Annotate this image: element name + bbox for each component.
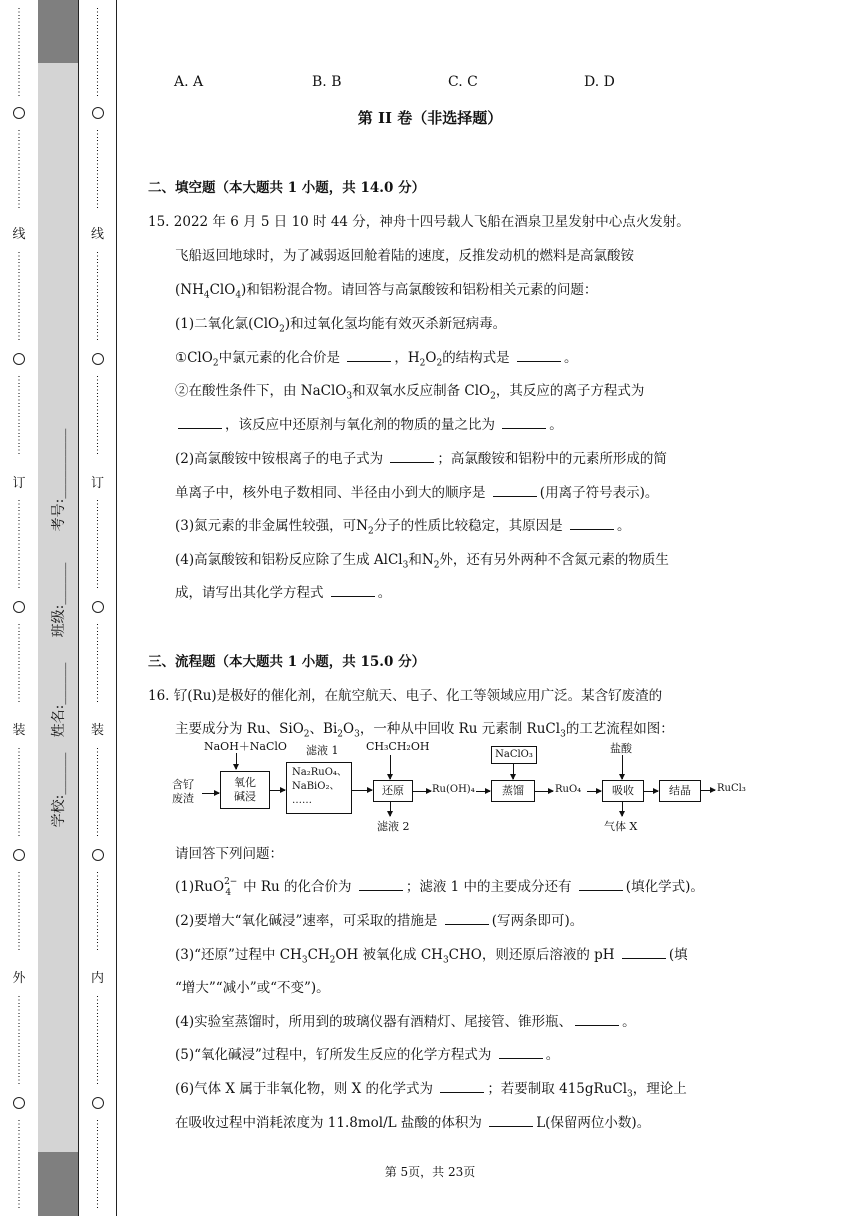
dotted-line: ⋮ ⋮ ⋮ ⋮ ⋮ ⋮ ⋮ ⋮ ⋮	[92, 1119, 103, 1210]
dotted-line: ⋮ ⋮ ⋮ ⋮ ⋮ ⋮ ⋮ ⋮	[14, 375, 24, 456]
answer-blank[interactable]	[445, 912, 489, 925]
outer-binding-strip	[0, 0, 39, 1216]
q15-part1-2: ②在酸性条件下，由 NaClO$_3$和双氧水反应制备 ClO$_2$，其反应的离子方程式为	[175, 383, 645, 402]
answer-blank[interactable]	[502, 416, 546, 429]
arrow	[352, 790, 372, 791]
outer-mark-ding: 订	[12, 476, 26, 491]
answer-blank[interactable]	[575, 1013, 619, 1026]
field-name: 姓名:______	[51, 662, 67, 738]
arrow	[701, 790, 715, 791]
binding-circle	[92, 353, 104, 365]
inner-mark-zhuang: 装	[90, 723, 105, 738]
band-dark-bottom	[38, 1152, 78, 1216]
option-d: D. D	[584, 74, 615, 90]
section-2-title: 二、填空题（本大题共 1 小题，共 14.0 分）	[148, 180, 426, 196]
answer-blank[interactable]	[331, 584, 375, 597]
reagent-ethanol: CH₃CH₂OH	[366, 740, 430, 753]
dotted-line: ⋮ ⋮ ⋮ ⋮ ⋮ ⋮ ⋮ ⋮ ⋮	[14, 499, 24, 590]
gas-x-label: 气体 X	[604, 820, 638, 833]
dotted-line: ⋮ ⋮ ⋮ ⋮ ⋮ ⋮ ⋮ ⋮	[14, 129, 24, 210]
q16-ask: 请回答下列问题：	[175, 846, 283, 862]
binding-circle	[13, 601, 25, 613]
field-class: 班级:______	[51, 562, 67, 638]
inner-mark-nei: 内	[90, 971, 105, 986]
answer-blank[interactable]	[347, 349, 391, 362]
inner-binding-strip	[79, 0, 117, 1216]
q16-part2: (2)要增大“氧化碱浸”速率，可采取的措施是 (写两条即可)。	[175, 913, 584, 929]
q16-part1: (1)RuO$_{2-4}$ 中 Ru 的化合价为 ；滤液 1 中的主要成分还有 (填化学式)。	[175, 876, 704, 898]
q15-part3: (3)氮元素的非金属性较强，可$N_2$分子的性质比较稳定，其原因是 。	[175, 518, 631, 537]
dotted-line: ⋮ ⋮ ⋮ ⋮ ⋮ ⋮ ⋮ ⋮ ⋮	[92, 995, 103, 1086]
dotted-line: ⋮ ⋮ ⋮ ⋮ ⋮ ⋮ ⋮ ⋮	[92, 375, 103, 456]
q16-intro-line1: 16. 钌(Ru)是极好的催化剂，在航空航天、电子、化工等领域应用广泛。某含钌废渣的	[148, 688, 663, 704]
dotted-line: ⋮ ⋮ ⋮ ⋮ ⋮ ⋮ ⋮ ⋮ ⋮	[92, 747, 103, 838]
outer-mark-xian: 线	[12, 227, 26, 242]
intermediate-ruo4: RuO₄	[555, 784, 582, 795]
option-c: C. C	[448, 74, 478, 90]
arrow	[202, 793, 219, 794]
option-a: A. A	[174, 74, 204, 90]
binding-circle	[92, 849, 104, 861]
binding-circle	[13, 849, 25, 861]
q15-part4-line1: (4)高氯酸铵和铝粉反应除了生成 AlCl$_3$和$N_2$外，还有另外两种不含氮元素的物质生	[175, 552, 669, 571]
dotted-line: ⋮ ⋮ ⋮ ⋮ ⋮ ⋮ ⋮ ⋮	[14, 871, 24, 952]
dotted-line: ⋮ ⋮ ⋮ ⋮ ⋮ ⋮ ⋮ ⋮ ⋮	[92, 7, 103, 98]
box-reduction: 还原	[373, 780, 413, 802]
arrow	[390, 755, 391, 779]
q15-intro2: 飞船返回地球时，为了减弱返回舱着陆的速度，反推发动机的燃料是高氯酸铵	[175, 248, 634, 264]
answer-blank[interactable]	[359, 878, 403, 891]
binding-circle	[13, 353, 25, 365]
arrow	[236, 753, 237, 769]
arrow	[513, 764, 514, 779]
field-exam-number: 考号:__________	[51, 428, 67, 532]
answer-blank[interactable]	[570, 517, 614, 530]
reagent-naclo3: NaClO₃	[491, 746, 537, 764]
inner-mark-ding: 订	[90, 476, 105, 491]
filtrate-1-label: 滤液 1	[306, 744, 339, 757]
answer-blank[interactable]	[579, 878, 623, 891]
arrow	[644, 791, 658, 792]
dotted-line: ⋮ ⋮ ⋮ ⋮ ⋮ ⋮ ⋮ ⋮ ⋮	[14, 1119, 24, 1210]
product-rucl3: RuCl₃	[717, 783, 746, 794]
option-b: B. B	[312, 74, 342, 90]
filtrate-2-label: 滤液 2	[377, 820, 410, 833]
q15-part2-line2: 单离子中，核外电子数相同、半径由小到大的顺序是 (用离子符号表示)。	[175, 485, 659, 501]
q15-part1: (1)二氧化氯(ClO$_2$)和过氧化氢均能有效灭杀新冠病毒。	[175, 316, 507, 335]
dotted-line: ⋮ ⋮ ⋮ ⋮ ⋮ ⋮ ⋮ ⋮ ⋮	[14, 747, 24, 838]
arrow	[476, 791, 490, 792]
answer-blank[interactable]	[178, 416, 222, 429]
q15-part4-line2: 成，请写出其化学方程式 。	[175, 585, 392, 601]
dotted-line: ⋮ ⋮ ⋮ ⋮ ⋮ ⋮ ⋮ ⋮	[92, 871, 103, 952]
box-absorption: 吸收	[602, 780, 644, 802]
box-oxidation-alkali-leach: 氧化 碱浸	[220, 771, 270, 809]
answer-blank[interactable]	[390, 450, 434, 463]
q16-part3-line1: (3)“还原”过程中 $CH_3CH_2OH$ 被氧化成 $CH_3CHO$，则还原后溶液的 pH (填	[175, 947, 688, 966]
q16-part6-line2: 在吸收过程中消耗浓度为 11.8mol/L 盐酸的体积为 L(保留两位小数)。	[175, 1115, 651, 1131]
q16-intro2: 主要成分为 Ru、SiO$_2$、$Bi_2O_3$，一种从中回收 Ru 元素制 RuCl$_3$的工艺流程如图：	[175, 721, 674, 740]
answer-blank[interactable]	[493, 484, 537, 497]
process-flow-diagram	[172, 738, 752, 838]
arrow	[390, 802, 391, 816]
answer-blank[interactable]	[499, 1046, 543, 1059]
student-info-band	[38, 0, 79, 1216]
section-3-title: 三、流程题（本大题共 1 小题，共 15.0 分）	[148, 654, 426, 670]
dotted-line: ⋮ ⋮ ⋮ ⋮ ⋮ ⋮ ⋮ ⋮ ⋮	[14, 7, 24, 98]
q15-intro1: 2022 年 6 月 5 日 10 时 44 分，神舟十四号载人飞船在酒泉卫星发射中心点火发射。	[173, 214, 690, 230]
arrow	[535, 791, 553, 792]
page-footer: 第 5页，共 23页	[384, 1165, 476, 1179]
q15-intro-line1	[148, 210, 690, 230]
question-number: 15.	[148, 214, 170, 230]
binding-circle	[92, 601, 104, 613]
dotted-line: ⋮ ⋮ ⋮ ⋮ ⋮ ⋮ ⋮ ⋮ ⋮	[92, 251, 103, 342]
outer-mark-wai: 外	[12, 971, 26, 986]
q15-part1-1: ①ClO$_2$中氯元素的化合价是 ，$H_2O_2$的结构式是 。	[175, 350, 578, 369]
outer-mark-zhuang: 装	[12, 723, 26, 738]
q15-intro3: $(NH_4ClO_4)$和铝粉混合物。请回答与高氯酸铵和铝粉相关元素的问题：	[175, 282, 598, 301]
answer-blank[interactable]	[517, 349, 561, 362]
box-crystallization: 结晶	[659, 780, 701, 802]
q15-part2-line1: (2)高氯酸铵中铵根离子的电子式为 ；高氯酸铵和铝粉中的元素所形成的简	[175, 451, 667, 467]
answer-blank[interactable]	[489, 1114, 533, 1127]
dotted-line: ⋮ ⋮ ⋮ ⋮ ⋮ ⋮ ⋮ ⋮	[92, 129, 103, 210]
inner-mark-xian: 线	[90, 227, 105, 242]
q16-part3-line2: “增大”“减小”或“不变”)。	[175, 980, 330, 996]
part-title: 第 II 卷（非选择题）	[357, 109, 503, 127]
arrow	[622, 755, 623, 779]
arrow	[587, 791, 601, 792]
reagent-hcl: 盐酸	[610, 742, 632, 755]
binding-circle	[92, 1097, 104, 1109]
answer-blank[interactable]	[440, 1080, 484, 1093]
field-school: 学校:______	[51, 752, 67, 828]
dotted-line: ⋮ ⋮ ⋮ ⋮ ⋮ ⋮ ⋮ ⋮	[92, 623, 103, 704]
dotted-line: ⋮ ⋮ ⋮ ⋮ ⋮ ⋮ ⋮ ⋮ ⋮	[14, 251, 24, 342]
q16-part5: (5)“氧化碱浸”过程中，钌所发生反应的化学方程式为 。	[175, 1047, 560, 1063]
dotted-line: ⋮ ⋮ ⋮ ⋮ ⋮ ⋮ ⋮ ⋮ ⋮	[14, 995, 24, 1086]
answer-blank[interactable]	[622, 946, 666, 959]
dotted-line: ⋮ ⋮ ⋮ ⋮ ⋮ ⋮ ⋮ ⋮ ⋮	[92, 499, 103, 590]
intermediate-ru-oh4: Ru(OH)₄	[432, 784, 475, 795]
band-dark-top	[38, 0, 78, 63]
binding-circle	[13, 1097, 25, 1109]
q15-part1-3: ，该反应中还原剂与氧化剂的物质的量之比为 。	[175, 413, 563, 433]
question-number: 16.	[148, 688, 170, 704]
dotted-line: ⋮ ⋮ ⋮ ⋮ ⋮ ⋮ ⋮ ⋮	[14, 623, 24, 704]
q16-part4: (4)实验室蒸馏时，所用到的玻璃仪器有酒精灯、尾接管、锥形瓶、 。	[175, 1014, 636, 1030]
reagent-naoh-naclo: NaOH＋NaClO	[204, 740, 287, 753]
start-residue: 含钌 废渣	[172, 778, 194, 805]
arrow	[413, 791, 431, 792]
box-distillation: 蒸馏	[491, 780, 535, 802]
box-filtrate-1-contents: Na₂RuO₄、 NaBiO₂、 ……	[286, 762, 352, 814]
arrow	[622, 802, 623, 816]
q16-part6-line1: (6)气体 X 属于非氧化物，则 X 的化学式为 ；若要制取 415gRuCl$_3$，理论上	[175, 1081, 687, 1100]
arrow	[270, 790, 285, 791]
